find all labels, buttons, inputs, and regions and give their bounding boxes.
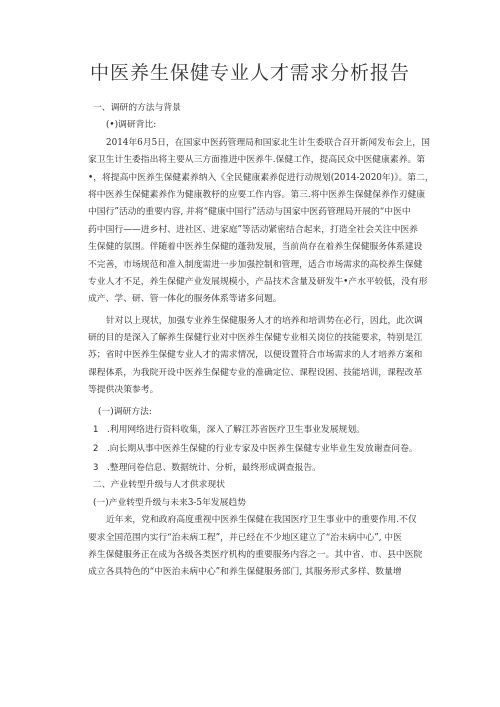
method-number: 3 <box>93 462 99 473</box>
subsection-heading: (一)调研方法: <box>98 406 152 417</box>
paragraph-line: 研的目的是深入了解养生保健行业对中医养生保健专业相关岗位的技能要求，特别是江 <box>88 333 423 344</box>
paragraph-line: 中国行”活动的重要内容, 并将“健康中国行”活动与国家中医药管理局开展的“中医中 <box>88 207 411 218</box>
method-text: .整理问卷信息、数据统计、分析，最终形成调查报告。 <box>107 462 321 473</box>
method-text: .向长期从事中医养生保健的行业专家及中医养生保健专业毕业生发放谢查问卷。 <box>107 443 418 454</box>
method-number: 1 <box>93 425 99 436</box>
document-title: 中医养生保健专业人才需求分析报告 <box>89 62 410 84</box>
paragraph-line: 将中医养生保健素养作为健康教杼的应要工作内容。第三.将中医养生保健保养作刃健康 <box>88 189 426 200</box>
paragraph-line: 不完善，市场规范和准入制度需进一步加强控制和管理，适合市场需求的高校养生保健 <box>88 259 423 270</box>
paragraph <box>88 135 434 309</box>
subsection-heading: (一)产业转型升级与未来3-5年发展趋势 <box>93 497 246 508</box>
paragraph-line: 生保健的氛围。伴随着中医养生保健的蓬勃发展，当前尚存在着养生保健服务体系建设 <box>88 242 423 253</box>
paragraph-line: 成产、学、研、管一体化的服务体系等诸多问题。 <box>88 294 282 305</box>
paragraph <box>88 313 434 400</box>
paragraph-line: 药中国行——进乡村、进社区、进家庭”等活动紧密结合起来，打造全社会关注中医养 <box>88 224 418 235</box>
paragraph-line: 2014年6月5日，在国家中医药管理局和国家北生计生委联合召开新闻发布会上，国 <box>106 137 430 148</box>
subsection-heading: (•)调研背比: <box>106 120 157 131</box>
paragraph-line: 养生保健服务正在成为各级各类医疗机构的重要服务内容之一。其中省、市、县中医院 <box>88 549 423 560</box>
paragraph-line: 苏；省时中医养生保健专业人才的需求情况，以便设置符合市场需求的人才培养方案和 <box>88 350 423 361</box>
paragraph-line: 要求全国范围内实行“治未病工程”，并已经在不少地区建立了“治未病中心”, 中医 <box>88 532 402 543</box>
paragraph-line: 等提供决策参考。 <box>88 385 159 396</box>
paragraph-line: 家卫生计生委指出将主要从三方面推进中医养牛.保健工作，提高民众中医健康素养。第 <box>88 155 426 166</box>
section-heading: 一、调研的方法与背景 <box>93 103 181 113</box>
method-number: 2 <box>93 443 99 454</box>
paragraph-line: 成立各具特色的“中医治未病中心”和养生保健服务部门, 其服务形式多样、数量增 <box>88 567 402 578</box>
method-item <box>88 421 434 440</box>
method-item <box>88 459 434 478</box>
paragraph-line: 课程体系，为我院开设中医养生保健专业的准确定位、课程设困、技能培训，课程改革 <box>88 367 423 378</box>
method-item <box>88 440 434 459</box>
paragraph <box>88 512 434 582</box>
paragraph-line: 近年来，党和政府高度重视中医养生保健在我国医疗卫生事业中的重要作用.不仅 <box>106 515 417 526</box>
paragraph-line: 针对以上现状，加强专业养生保健服务人才的培养和培训势在必行，因此，此次调 <box>106 315 423 326</box>
document-body <box>88 100 434 582</box>
paragraph-line: 专业人才不足，养生保健产业发展规模小，产品技术含量及研发牛•产水平较低，没有形 <box>88 276 428 287</box>
section-heading: 二、产业转型升级与人才供求现状 <box>93 480 225 491</box>
method-text: .利用网络进行资料收集，深入了解江苏省医疗卫生事业发展规划。 <box>107 425 365 436</box>
paragraph-line: •，将提高中医养生保健素养纳入《全民健康素养促进行动规划(2014-2020年)》。第二， <box>88 172 434 183</box>
